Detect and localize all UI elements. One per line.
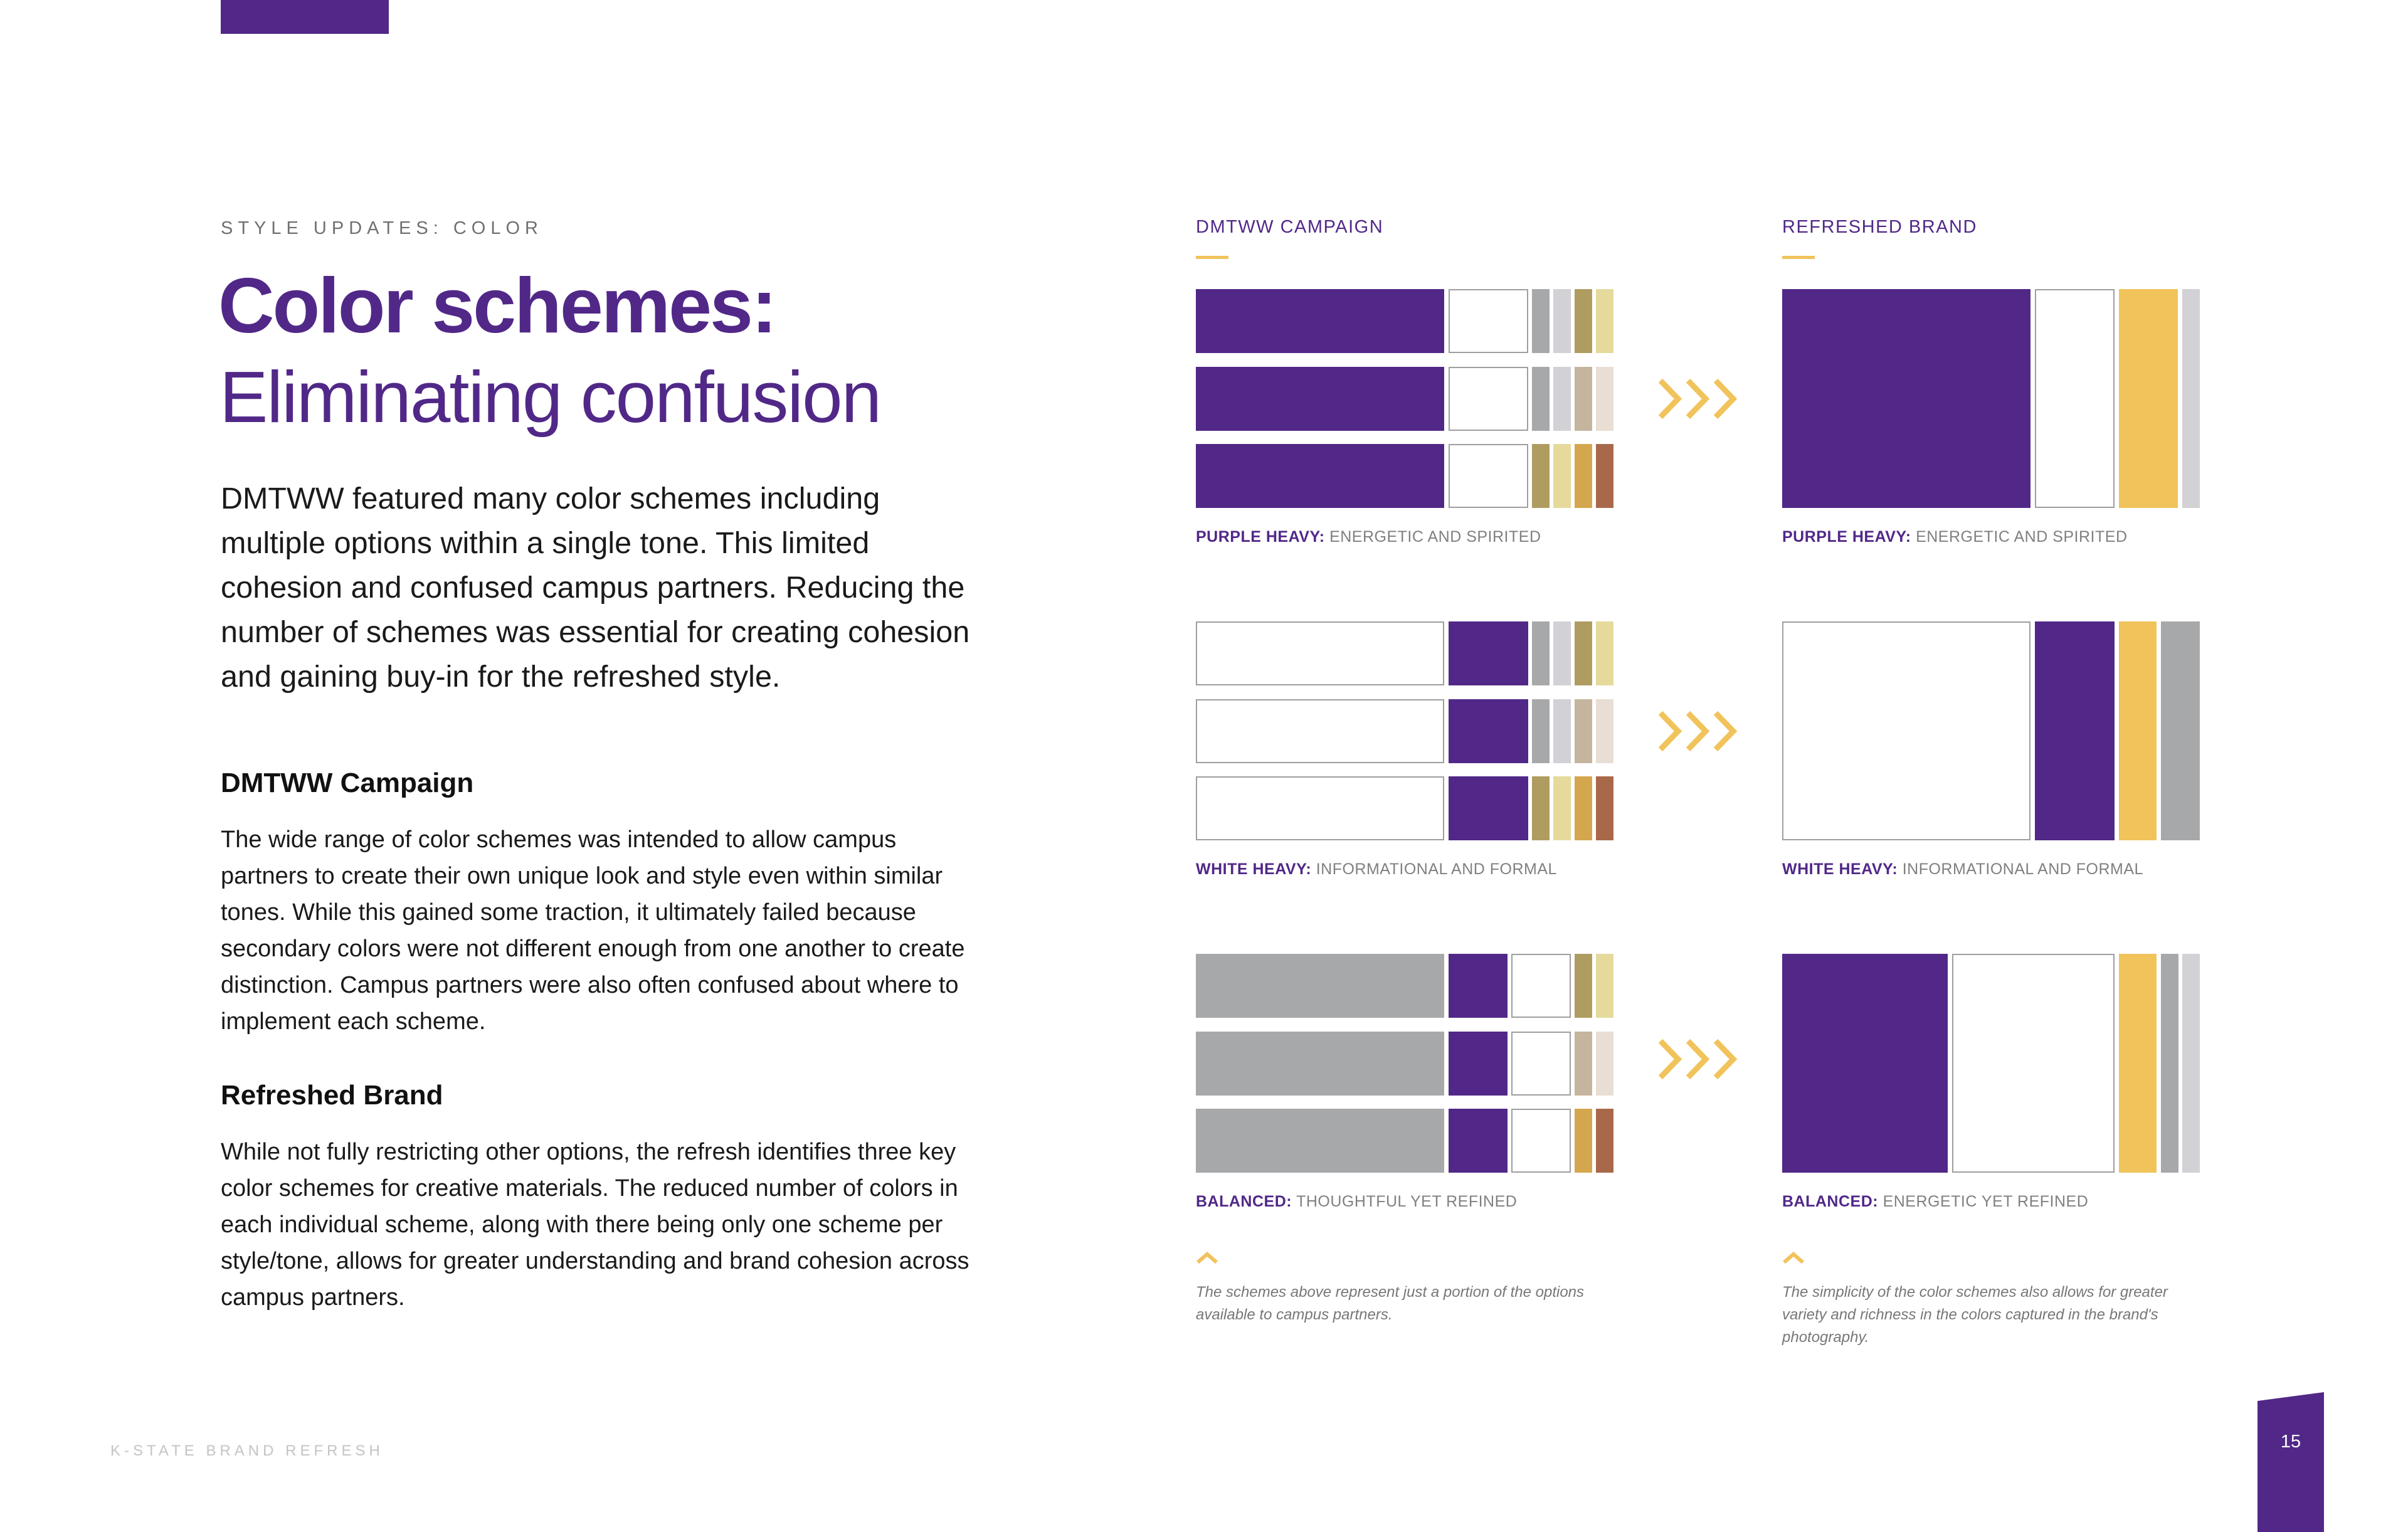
swatch-purple: [1782, 289, 2030, 508]
swatch-tan: [1575, 699, 1592, 763]
intro-paragraph: DMTWW featured many color schemes including multiple options within a single tone. This limited cohesion and confused campus partners. Reducing the number of schemes was essential for creating cohesion and gaining buy-in for the refreshed style.: [221, 482, 970, 694]
swatch-light-gray: [1553, 367, 1571, 431]
swatch-gray: [1532, 699, 1550, 763]
swatch-purple: [1196, 367, 1444, 431]
swatch-gray: [1532, 289, 1550, 353]
swatch-purple: [1449, 621, 1528, 685]
swatch-light-gray: [1553, 621, 1571, 685]
swatch-gray: [2161, 621, 2200, 840]
top-accent-tab: [221, 0, 389, 34]
swatch-pale-yellow: [1553, 444, 1571, 508]
swatch-white: [1511, 1032, 1571, 1096]
triple-chevron-right-icon: [1657, 377, 1740, 421]
swatch-white: [1449, 289, 1528, 353]
column-heading-dmtww: DMTWW CAMPAIGN: [1196, 217, 1384, 237]
swatch-purple: [1449, 1032, 1508, 1096]
swatch-cream: [1596, 367, 1613, 431]
footnote-refreshed: The simplicity of the color schemes also allows for greater variety and richness in the colors captured in the brand's photography.: [1782, 1284, 2168, 1346]
footer-label: K-STATE BRAND REFRESH: [110, 1442, 384, 1459]
swatch-purple: [1196, 289, 1444, 353]
section-heading-refreshed: Refreshed Brand: [221, 1080, 443, 1111]
footnote-dmtww: The schemes above represent just a portion of the options available to campus partners.: [1196, 1284, 1585, 1323]
swatch-white: [1952, 954, 2115, 1173]
swatch-light-gray: [1553, 289, 1571, 353]
column-heading-dash: [1196, 256, 1228, 259]
swatch-purple: [1449, 1109, 1508, 1173]
swatch-ochre: [1575, 776, 1592, 840]
scheme-caption-refreshed: WHITE HEAVY: INFORMATIONAL AND FORMAL: [1782, 860, 2143, 878]
swatch-gray: [1532, 621, 1550, 685]
scheme-caption-refreshed: PURPLE HEAVY: ENERGETIC AND SPIRITED: [1782, 528, 2128, 546]
swatch-brown: [1596, 444, 1613, 508]
swatch-pale-yellow: [1553, 776, 1571, 840]
section-heading-dmtww: DMTWW Campaign: [221, 768, 474, 798]
section-eyebrow: STYLE UPDATES: COLOR: [221, 218, 543, 238]
caret-up-icon: [1782, 1252, 1805, 1264]
scheme-caption-refreshed: BALANCED: ENERGETIC YET REFINED: [1782, 1193, 2089, 1210]
swatch-khaki: [1575, 621, 1592, 685]
page-subtitle: Eliminating confusion: [219, 356, 881, 438]
swatch-brown: [1596, 776, 1613, 840]
swatch-purple: [1449, 699, 1528, 763]
swatch-pale-yellow: [1596, 954, 1613, 1018]
swatch-white: [1782, 621, 2030, 840]
section-body-dmtww: The wide range of color schemes was intended to allow campus partners to create their own unique look and style even within similar tones. While this gained some traction, it ultimately failed because secondary colors were not different enough from one another to create distinction. Campus partners were also often confused about where to implement each scheme.: [221, 827, 965, 1035]
swatch-white: [1449, 367, 1528, 431]
page-number-tab: [2258, 1392, 2324, 1532]
swatch-ochre: [1575, 444, 1592, 508]
page-title: Color schemes:: [218, 263, 776, 349]
swatch-brown: [1596, 1109, 1613, 1173]
swatch-light-gray: [2182, 954, 2200, 1173]
swatch-khaki: [1532, 776, 1550, 840]
swatch-gold: [2119, 954, 2157, 1173]
swatch-gray: [2161, 954, 2178, 1173]
swatch-gray: [1196, 1109, 1444, 1173]
swatch-khaki: [1575, 289, 1592, 353]
scheme-caption-dmtww: PURPLE HEAVY: ENERGETIC AND SPIRITED: [1196, 528, 1541, 546]
swatch-ochre: [1575, 1109, 1592, 1173]
section-body-refreshed: While not fully restricting other options, the refresh identifies three key color schemes for creative materials. The reduced number of colors in each individual scheme, along with there being only one scheme per style/tone, allows for greater understanding and brand cohesion across campus partners.: [221, 1139, 969, 1311]
swatch-white: [1511, 1109, 1571, 1173]
triple-chevron-right-icon: [1657, 709, 1740, 753]
swatch-light-gray: [1553, 699, 1571, 763]
swatch-gold: [2119, 289, 2178, 508]
swatch-purple: [1782, 954, 1948, 1173]
swatch-purple: [2035, 621, 2115, 840]
swatch-tan: [1575, 1032, 1592, 1096]
swatch-white: [1511, 954, 1571, 1018]
swatch-gray: [1196, 954, 1444, 1018]
swatch-purple: [1196, 444, 1444, 508]
swatch-gray: [1532, 367, 1550, 431]
swatch-khaki: [1575, 954, 1592, 1018]
swatch-white: [1196, 699, 1444, 763]
caret-up-icon: [1196, 1252, 1218, 1264]
swatch-cream: [1596, 1032, 1613, 1096]
swatch-purple: [1449, 776, 1528, 840]
swatch-tan: [1575, 367, 1592, 431]
column-heading-dash: [1782, 256, 1815, 259]
swatch-cream: [1596, 699, 1613, 763]
swatch-pale-yellow: [1596, 621, 1613, 685]
swatch-white: [1196, 621, 1444, 685]
swatch-white: [1449, 444, 1528, 508]
swatch-purple: [1449, 954, 1508, 1018]
swatch-white: [2035, 289, 2115, 508]
swatch-white: [1196, 776, 1444, 840]
swatch-khaki: [1532, 444, 1550, 508]
triple-chevron-right-icon: [1657, 1037, 1740, 1081]
scheme-caption-dmtww: BALANCED: THOUGHTFUL YET REFINED: [1196, 1193, 1518, 1210]
swatch-gray: [1196, 1032, 1444, 1096]
swatch-gold: [2119, 621, 2157, 840]
page-number: 15: [2280, 1432, 2301, 1452]
scheme-caption-dmtww: WHITE HEAVY: INFORMATIONAL AND FORMAL: [1196, 860, 1557, 878]
swatch-pale-yellow: [1596, 289, 1613, 353]
column-heading-refreshed: REFRESHED BRAND: [1782, 217, 1977, 237]
swatch-light-gray: [2182, 289, 2200, 508]
